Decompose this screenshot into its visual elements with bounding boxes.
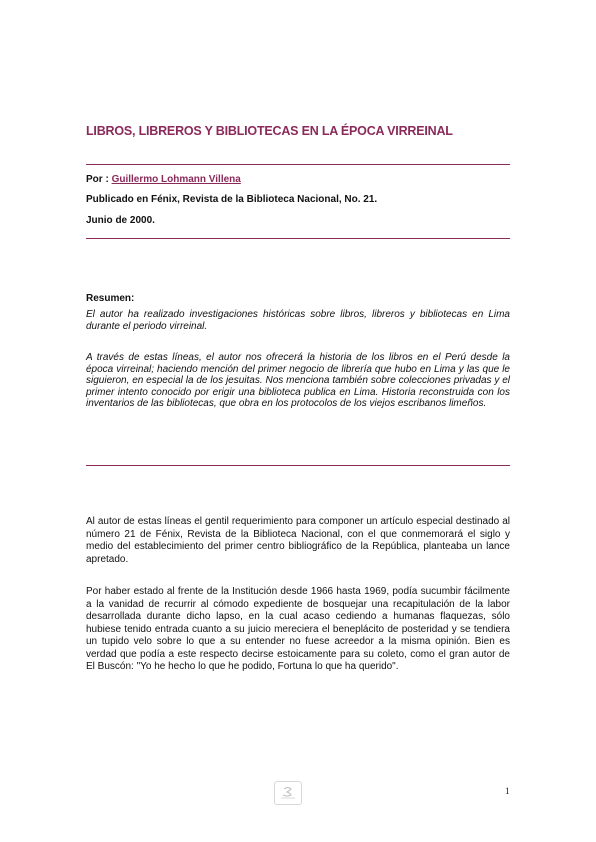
abstract-rule [86, 465, 510, 466]
publication-line: Publicado en Fénix, Revista de la Biblioteca Nacional, No. 21. [86, 194, 378, 205]
by-label: Por : [86, 174, 112, 185]
abstract-paragraph: El autor ha realizado investigaciones históricas sobre libros, libreros y bibliotecas en Lima durante el periodo virreinal. [86, 309, 510, 332]
document-title: LIBROS, LIBREROS Y BIBLIOTECAS EN LA ÉPOCA VIRREINAL [86, 124, 453, 138]
body-paragraph: Al autor de estas líneas el gentil requerimiento para componer un artículo especial destinado al número 21 de Fénix, Revista de la Biblioteca Nacional, con el que conmemorará el siglo y medio del establecimiento del primer centro bibliográfico de la República, planteaba un lance apretado. [86, 516, 510, 565]
body-paragraph: Por haber estado al frente de la Institución desde 1966 hasta 1969, podía sucumbir fácilmente a la vanidad de recurrir al cómodo expediente de bosquejar una recapitulación de la labor desarrollada durante dicho lapso, en la cual acaso cediendo a humanas flaquezas, sólo hubiese tenido entrada cuanto a su juicio mereciera el beneplácito de posteridad y se tendiera un tupido velo sobre lo que a su entender no fuese acreedor a la misma opinión. Bien es verdad que podía a este respecto decirse estoicamente para su coleto, como el gran autor de El Buscón: "Yo he hecho lo que he podido, Fortuna lo que ha querido". [86, 586, 510, 672]
abstract-paragraph: A través de estas líneas, el autor nos ofrecerá la historia de los libros en el Perú desde la época virreinal; haciendo mención del primer negocio de librería que hubo en Lima y las que le siguieron, en especial la de los jesuitas. Nos menciona también sobre colecciones privadas y el primer intento conocido por erigir una biblioteca publica en Lima. Historia reconstruida con los inventarios de las bibliotecas, que obra en los protocolos de los viejos escribanos limeños. [86, 352, 510, 409]
document-logo-icon [274, 781, 302, 805]
title-rule [86, 164, 510, 165]
page-number: 1 [505, 786, 510, 796]
date-line: Junio de 2000. [86, 215, 155, 226]
meta-rule [86, 238, 510, 239]
author-line [86, 174, 241, 185]
abstract-label: Resumen: [86, 293, 135, 304]
author-link[interactable]: Guillermo Lohmann Villena [111, 174, 241, 185]
